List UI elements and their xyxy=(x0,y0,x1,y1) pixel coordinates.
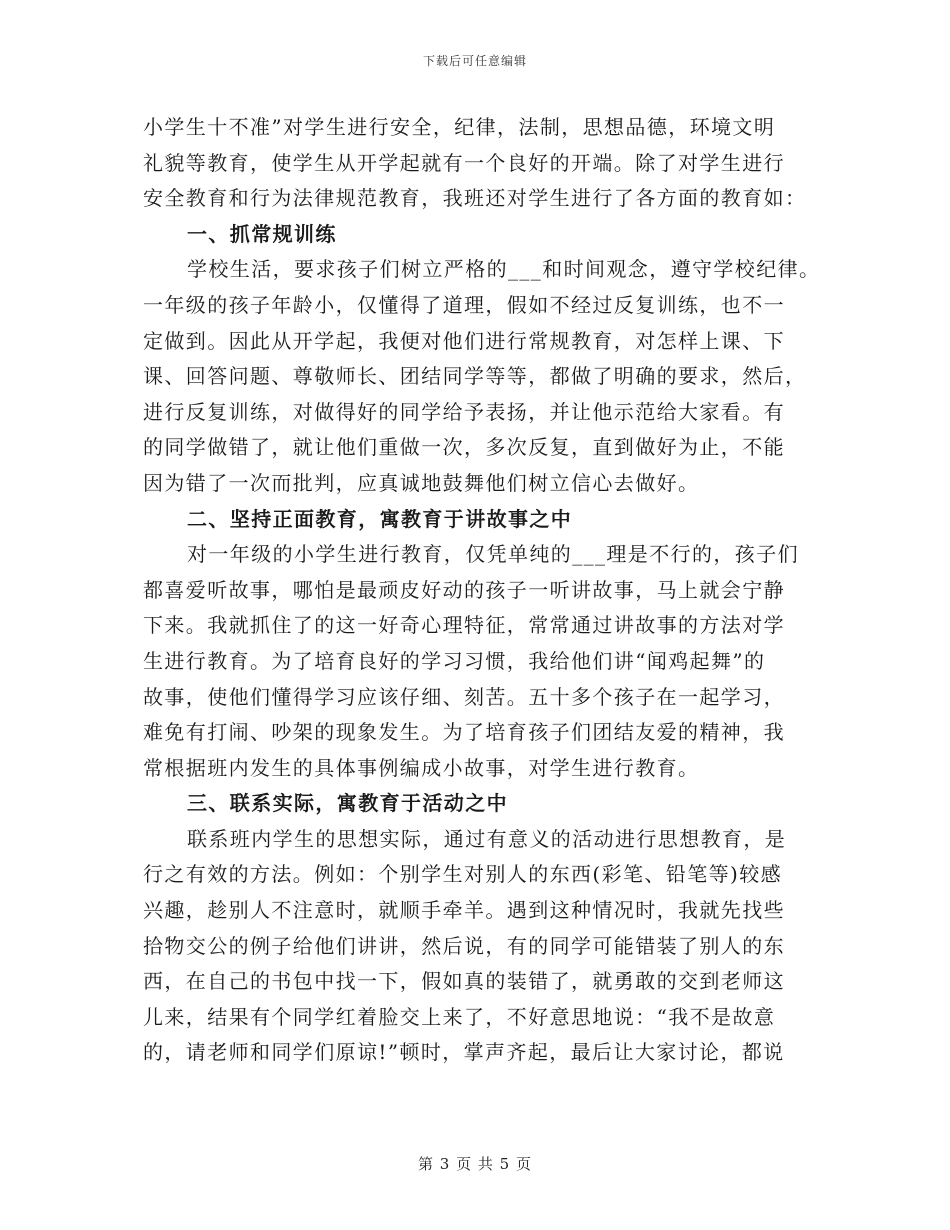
paragraph-line: 对一年级的小学生进行教育，仅凭单纯的___理是不行的，孩子们 xyxy=(187,542,799,567)
document-body xyxy=(143,110,823,1071)
paragraph-line: 进行反复训练，对做得好的同学给予表扬，并让他示范给大家看。有 xyxy=(143,399,785,424)
paragraph-line: 学校生活，要求孩子们树立严格的___和时间观念，遵守学校纪律。 xyxy=(187,257,821,282)
paragraph-line: 定做到。因此从开学起，我便对他们进行常规教育，对怎样上课、下 xyxy=(143,328,785,353)
paragraph-line: 难免有打闹、吵架的现象发生。为了培育孩子们团结友爱的精神，我 xyxy=(143,720,785,745)
paragraph-line: 一年级的孩子年龄小，仅懂得了道理，假如不经过反复训练，也不一 xyxy=(143,292,785,317)
paragraph-line: 都喜爱听故事，哪怕是最顽皮好动的孩子一听讲故事，马上就会宁静 xyxy=(143,577,785,602)
section-heading: 三、联系实际，寓教育于活动之中 xyxy=(187,791,508,816)
paragraph-line: 因为错了一次而批判，应真诚地鼓舞他们树立信心去做好。 xyxy=(143,470,700,495)
paragraph-line: 课、回答问题、尊敬师长、团结同学等等，都做了明确的要求，然后， xyxy=(143,364,807,389)
section-heading: 二、坚持正面教育，寓教育于讲故事之中 xyxy=(187,506,573,531)
paragraph-line: 礼貌等教育，使学生从开学起就有一个良好的开端。除了对学生进行 xyxy=(143,150,785,175)
paragraph-line: 生进行教育。为了培育良好的学习习惯，我给他们讲“闻鸡起舞”的 xyxy=(143,648,766,673)
paragraph-line: 西，在自己的书包中找一下，假如真的装错了，就勇敢的交到老师这 xyxy=(143,969,785,994)
section-heading: 一、抓常规训练 xyxy=(187,221,337,246)
paragraph-line: 下来。我就抓住了的这一好奇心理特征，常常通过讲故事的方法对学 xyxy=(143,613,785,638)
paragraph-line: 兴趣，趁别人不注意时，就顺手牵羊。遇到这种情况时，我就先找些 xyxy=(143,898,785,923)
page-number-footer: 第 3 页 共 5 页 xyxy=(418,1155,532,1173)
paragraph-line: 联系班内学生的思想实际，通过有意义的活动进行思想教育，是 xyxy=(187,826,787,851)
paragraph-line: 的，请老师和同学们原谅!”顿时，掌声齐起，最后让大家讨论，都说 xyxy=(143,1040,785,1065)
paragraph-line: 行之有效的方法。例如：个别学生对别人的东西(彩笔、铅笔等)较感 xyxy=(143,862,783,887)
paragraph-line: 小学生十不准”对学生进行安全，纪律，法制，思想品德，环境文明 xyxy=(143,115,776,139)
paragraph-line: 故事，使他们懂得学习应该仔细、刻苦。五十多个孩子在一起学习， xyxy=(143,684,785,709)
paragraph-line: 的同学做错了，就让他们重做一次，多次反复，直到做好为止，不能 xyxy=(143,435,785,460)
page-header: 下载后可任意编辑 xyxy=(422,54,527,68)
paragraph-line: 拾物交公的例子给他们讲讲，然后说，有的同学可能错装了别人的东 xyxy=(143,933,785,958)
paragraph-line: 安全教育和行为法律规范教育，我班还对学生进行了各方面的教育如： xyxy=(143,186,807,211)
paragraph-line: 儿来，结果有个同学红着脸交上来了，不好意思地说：“我不是故意 xyxy=(143,1004,776,1029)
paragraph-line: 常根据班内发生的具体事例编成小故事，对学生进行教育。 xyxy=(143,755,700,780)
